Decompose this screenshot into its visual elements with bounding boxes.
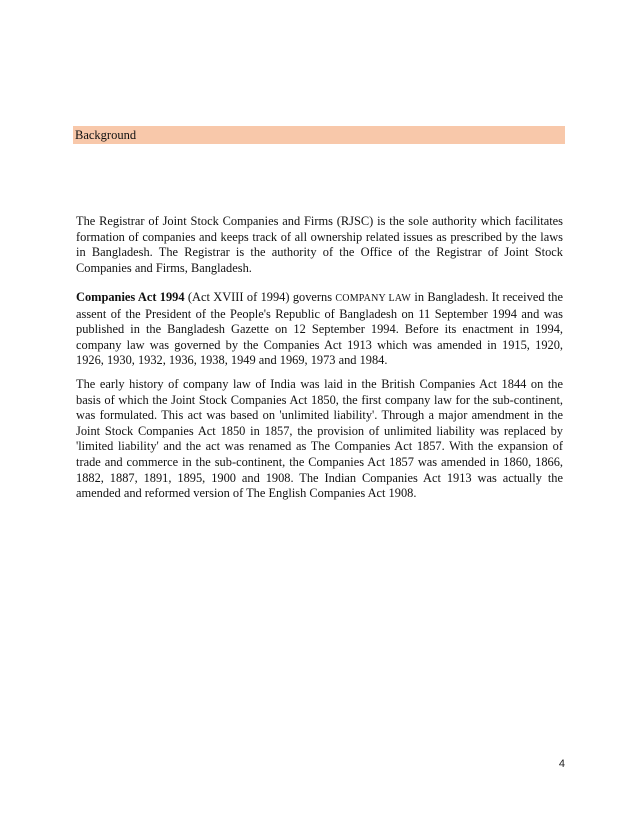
company-law-term: COMPANY LAW — [335, 293, 412, 304]
page-number: 4 — [558, 758, 565, 770]
paragraph-early-history: The early history of company law of India was laid in the British Companies Act 1844 on the basis of which the Joint Stock Companies Act 1850, the first company law for the sub-continent, was formulated. This act was based on 'unlimited liability'. Through a major amendment in the Joint Stock Companies Act 1850 in 1857, the provision of unlimited liability was replaced by 'limited liability' and the act was renamed as The Companies Act 1857. With the expansion of trade and commerce in the sub-continent, the Companies Act 1857 was amended in 1860, 1866, 1882, 1887, 1891, 1895, 1900 and 1908. The Indian Companies Act 1913 was actually the amended and reformed version of The English Companies Act 1908. — [76, 377, 563, 501]
companies-act-title: Companies Act 1994 — [76, 290, 185, 304]
section-heading: Background — [73, 126, 565, 144]
paragraph-rjsc: The Registrar of Joint Stock Companies and Firms (RJSC) is the sole authority which facilitates formation of companies and keeps track of all ownership related issues as prescribed by the laws in Bangladesh. The Registrar is the authority of the Office of the Registrar of Joint Stock Companies and Firms, Bangladesh. — [76, 214, 563, 275]
companies-act-text-1: (Act XVIII of 1994) governs — [184, 290, 336, 304]
paragraph-companies-act — [76, 290, 563, 369]
companies-act-text-2: in Bangladesh. It received the assent of the President of the People's Republic of Bangladesh on 11 September 1994 and was published in the Bangladesh Gazette on 12 September 1994. Before its enactment in 1994, company law was governed by the Companies Act 1913 which was amended in 1915, 1920, 1926, 1930, 1932, 1936, 1938, 1949 and 1969, 1973 and 1984. — [76, 290, 564, 368]
